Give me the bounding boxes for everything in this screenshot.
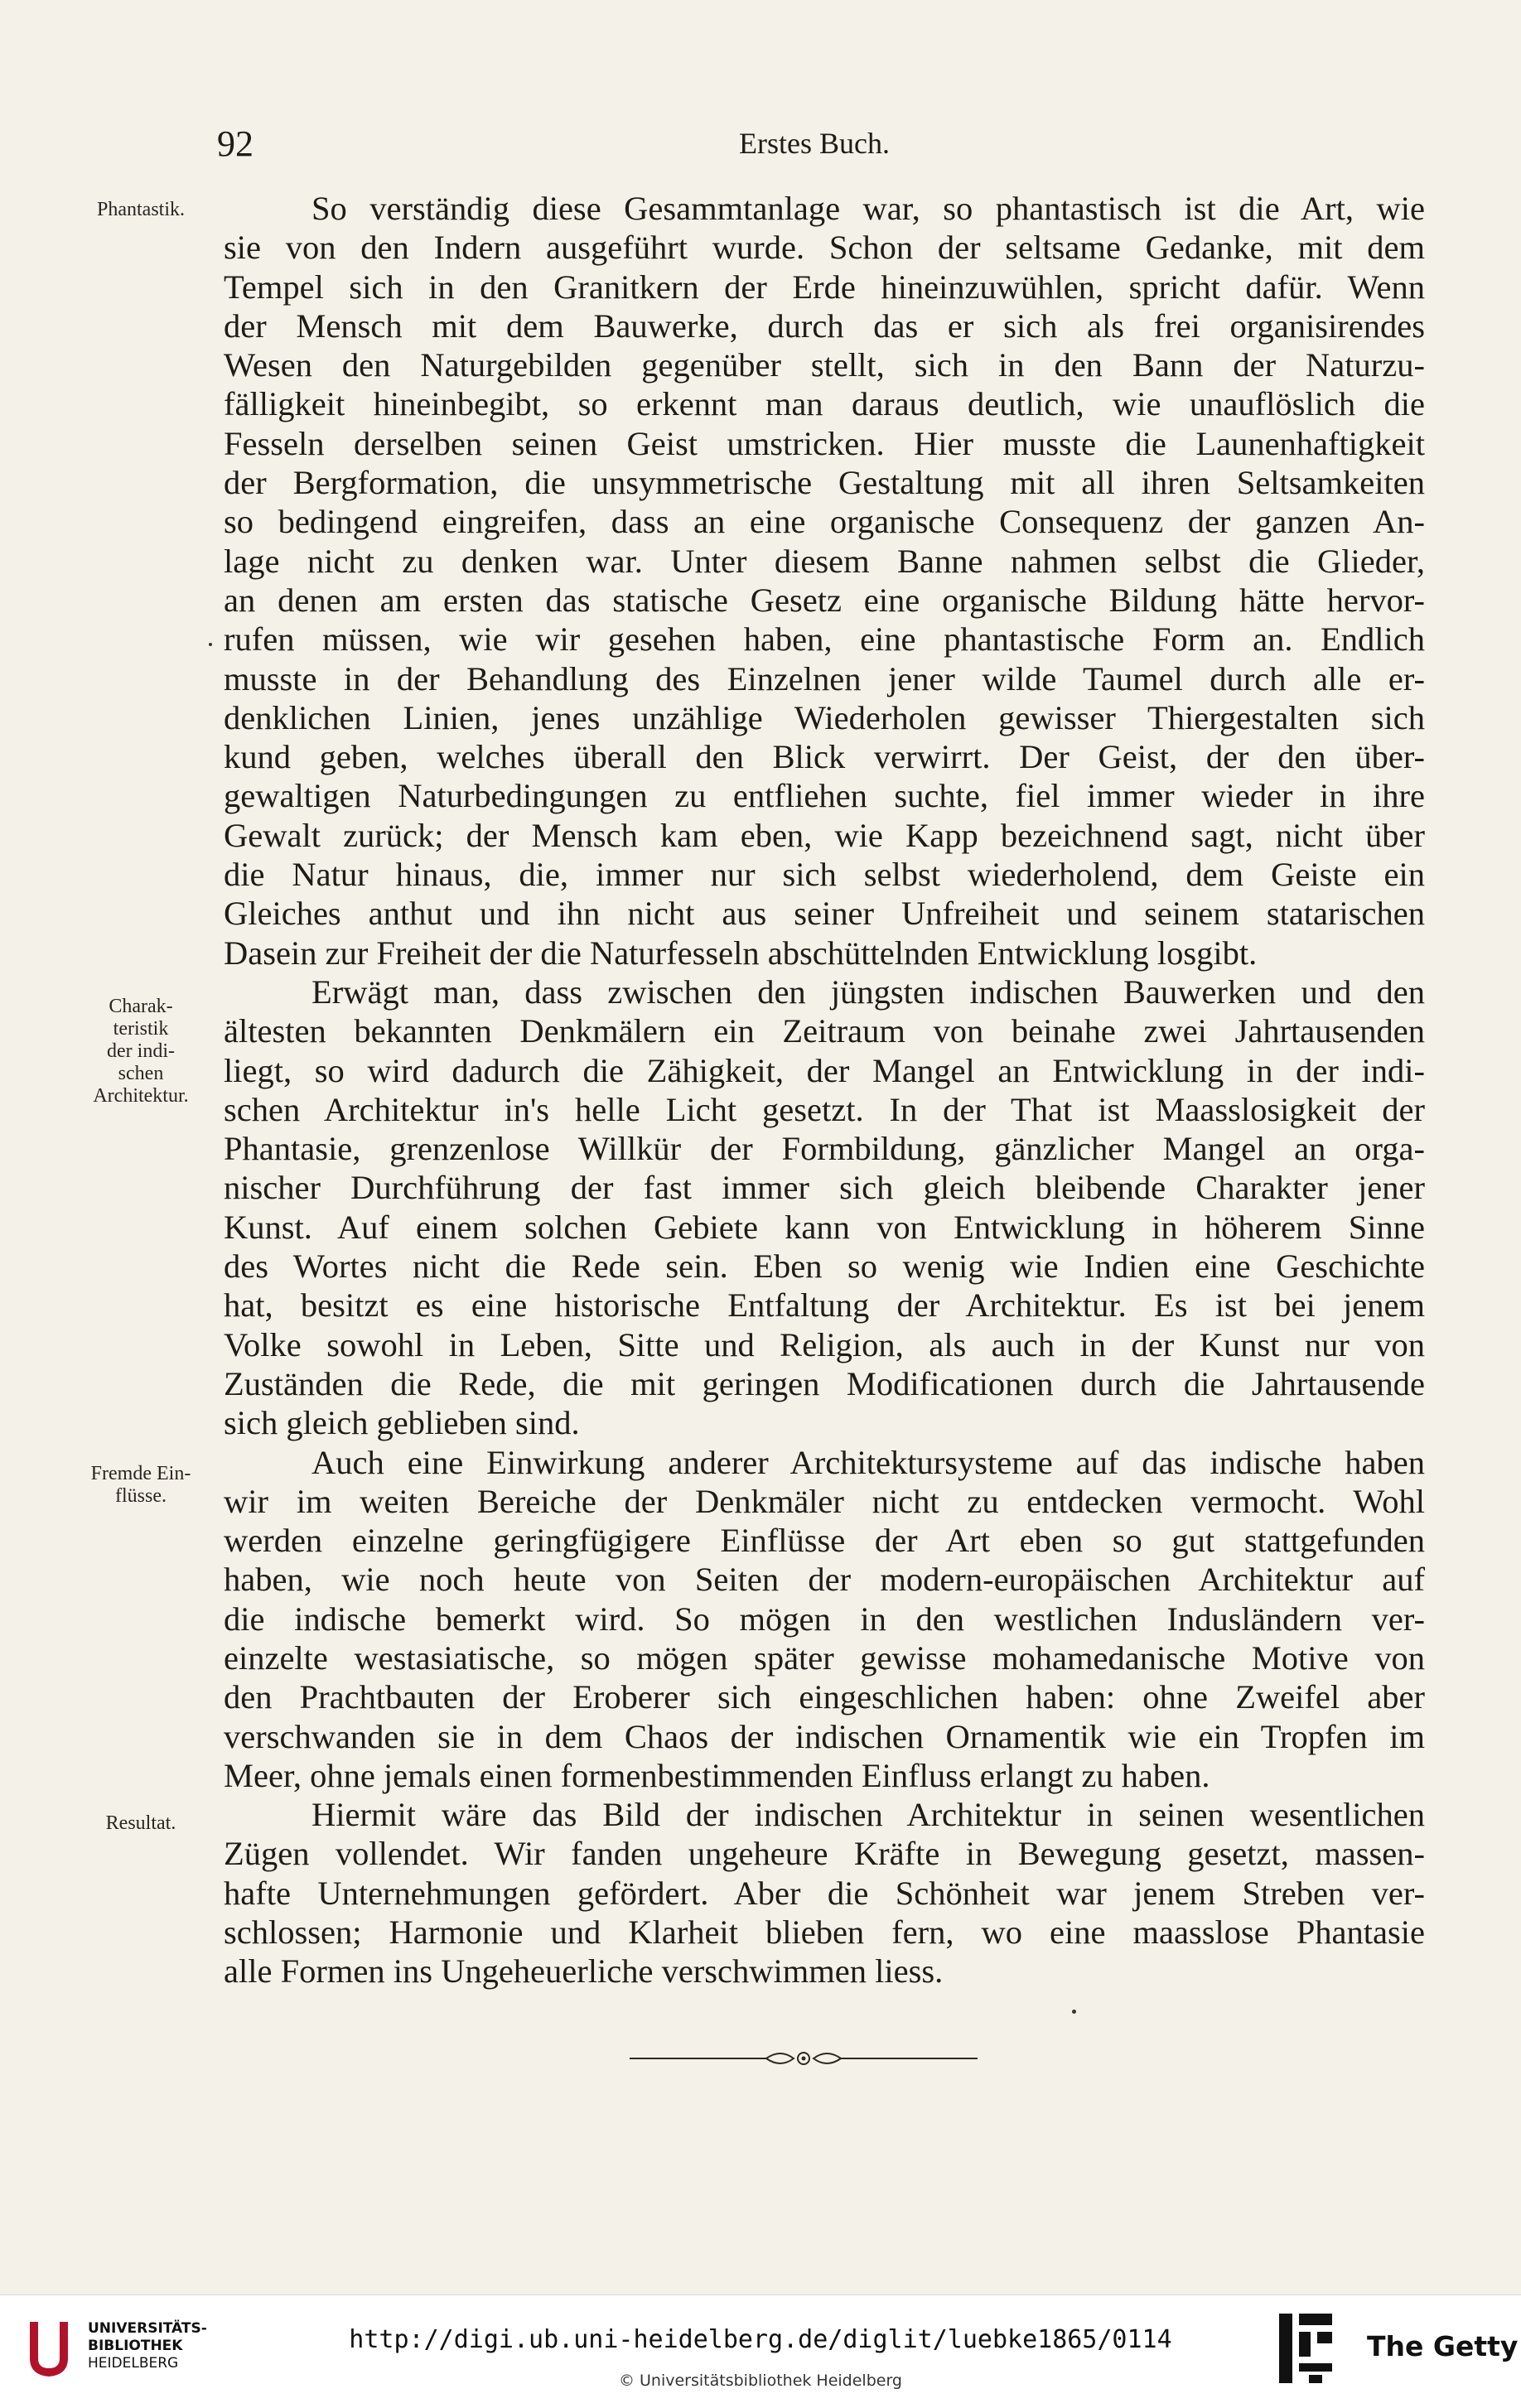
text-line: an denen am ersten das statische Gesetz eine organische Bildung hätte hervor- [224, 581, 1425, 619]
text-line: haben, wie noch heute von Seiten der modern-europäischen Architektur auf [224, 1561, 1425, 1599]
text-line: wir im weiten Bereiche der Denkmäler nicht zu entdecken vermocht. Wohl [224, 1482, 1425, 1520]
text-line: den Prachtbauten der Eroberer sich eingeschlichen haben: ohne Zweifel aber [224, 1678, 1425, 1716]
text-line: hat, besitzt es eine historische Entfaltung der Architektur. Es ist bei jenem [224, 1286, 1425, 1325]
text-line: Erwägt man, dass zwischen den jüngsten indischen Bauwerken und den [311, 972, 1425, 1011]
marginal-note-charakteristik: Charak- teristik der indi- schen Architektur. [93, 996, 189, 1107]
body-text [224, 189, 1425, 1991]
text-line: gewaltigen Naturbedingungen zu entfliehen suchte, fiel immer wieder in ihre [224, 777, 1425, 815]
text-line: verschwanden sie in dem Chaos der indischen Ornamentik wie ein Tropfen im [224, 1717, 1425, 1755]
text-line: der Bergformation, die unsymmetrische Gestaltung mit all ihren Seltsamkeiten [224, 464, 1425, 502]
text-line: nischer Durchführung der fast immer sich gleich bleibende Charakter jener [224, 1169, 1425, 1207]
marginal-note-resultat: Resultat. [105, 1812, 176, 1834]
print-speck [1072, 2010, 1076, 2014]
text-line: so bedingend eingreifen, dass an eine organische Consequenz der ganzen An- [224, 503, 1425, 541]
text-line: Zuständen die Rede, die mit geringen Modificationen durch die Jahrtausende [224, 1364, 1425, 1402]
text-line: der Mensch mit dem Bauwerke, durch das er sich als frei organisirendes [224, 306, 1425, 345]
running-title: Erstes Buch. [739, 127, 890, 160]
text-line: die Natur hinaus, die, immer nur sich selbst wiederholend, dem Geiste ein [224, 856, 1425, 894]
text-line: alle Formen ins Ungeheuerliche verschwimmen liess. [224, 1952, 944, 1991]
text-line: rufen müssen, wie wir gesehen haben, eine phantastische Form an. Endlich [224, 620, 1425, 659]
text-line: Gewalt zurück; der Mensch kam eben, wie Kapp bezeichnend sagt, nicht über [224, 816, 1425, 854]
text-line: Dasein zur Freiheit der die Naturfesseln abschüttelnden Entwicklung losgibt. [224, 934, 1258, 972]
text-line: Tempel sich in den Granitkern der Erde hineinzuwühlen, spricht dafür. Wenn [224, 268, 1425, 306]
print-speck [209, 643, 212, 646]
text-line: denklichen Linien, jenes unzählige Wiederholen gewisser Thiergestalten sich [224, 698, 1425, 736]
library-name: UNIVERSITÄTS- BIBLIOTHEK HEIDELBERG [88, 2320, 207, 2372]
text-line: Wesen den Naturgebilden gegenüber stellt, sich in den Bann der Naturzu- [224, 346, 1425, 384]
text-line: einzelte westasiatische, so mögen später gewisse mohamedanische Motive von [224, 1638, 1425, 1677]
text-line: Hiermit wäre das Bild der indischen Architektur in seinen wesentlichen [311, 1796, 1425, 1834]
marginal-note-phantastik: Phantastik. [97, 199, 185, 220]
text-line: werden einzelne geringfügigere Einflüsse der Art eben so gut stattgefunden [224, 1522, 1425, 1560]
text-line: die indische bemerkt wird. So mögen in den westlichen Indusländern ver- [224, 1600, 1425, 1638]
text-line: fälligkeit hineinbegibt, so erkennt man daraus deutlich, wie unauflöslich die [224, 385, 1425, 423]
text-line: ältesten bekannten Denkmälern ein Zeitraum von beinahe zwei Jahrtausenden [224, 1012, 1425, 1050]
text-line: Meer, ohne jemals einen formenbestimmenden Einfluss erlangt zu haben. [224, 1756, 1210, 1794]
text-line: Fesseln derselben seinen Geist umstricken. Hier musste die Launenhaftigkeit [224, 424, 1425, 462]
text-line: liegt, so wird dadurch die Zähigkeit, der Mangel an Entwicklung in der indi- [224, 1051, 1425, 1089]
text-line: schlossen; Harmonie und Klarheit blieben fern, wo eine maasslose Phantasie [224, 1913, 1425, 1952]
text-line: sich gleich geblieben sind. [224, 1404, 580, 1442]
page-number: 92 [217, 123, 254, 164]
text-line: Kunst. Auf einem solchen Gebiete kann von Entwicklung in höherem Sinne [224, 1208, 1425, 1246]
getty-logo-icon [1276, 2310, 1335, 2386]
footer-bar [0, 2295, 1521, 2408]
text-line: kund geben, welches überall den Blick verwirrt. Der Geist, der den über- [224, 738, 1425, 776]
getty-wordmark: The Getty [1367, 2330, 1519, 2362]
text-line: Gleiches anthut und ihn nicht aus seiner Unfreiheit und seinem statarischen [224, 895, 1425, 933]
text-line: des Wortes nicht die Rede sein. Eben so wenig wie Indien eine Geschichte [224, 1247, 1425, 1286]
text-line: So verständig diese Gesammtanlage war, so phantastisch ist die Art, wie [311, 190, 1425, 227]
text-line: Volke sowohl in Leben, Sitte und Religion, als auch in der Kunst nur von [224, 1325, 1425, 1363]
text-line: schen Architektur in's helle Licht gesetzt. In der That ist Maasslosigkeit der [224, 1090, 1425, 1128]
end-ornament-icon [621, 2046, 986, 2071]
text-line: lage nicht zu denken war. Unter diesem Banne nahmen selbst die Glieder, [224, 542, 1425, 580]
text-line: sie von den Indern ausgeführt wurde. Schon der seltsame Gedanke, mit dem [224, 229, 1425, 267]
text-line: musste in der Behandlung des Einzelnen jener wilde Taumel durch alle er- [224, 659, 1425, 697]
text-line: hafte Unternehmungen gefördert. Aber die Schönheit war jenem Streben ver- [224, 1874, 1425, 1912]
copyright-notice: © Universitätsbibliothek Heidelberg [618, 2372, 902, 2390]
text-line: Zügen vollendet. Wir fanden ungeheure Kräfte in Bewegung gesetzt, massen- [224, 1835, 1425, 1873]
permalink-url[interactable]: http://digi.ub.uni-heidelberg.de/diglit/luebke1865/0114 [349, 2325, 1172, 2354]
page-header [217, 123, 1402, 172]
marginal-note-fremde-einfluesse: Fremde Ein- flüsse. [90, 1463, 191, 1507]
text-line: Phantasie, grenzenlose Willkür der Formbildung, gänzlicher Mangel an orga- [224, 1130, 1425, 1168]
text-line: Auch eine Einwirkung anderer Architektursysteme auf das indische haben [311, 1443, 1425, 1481]
